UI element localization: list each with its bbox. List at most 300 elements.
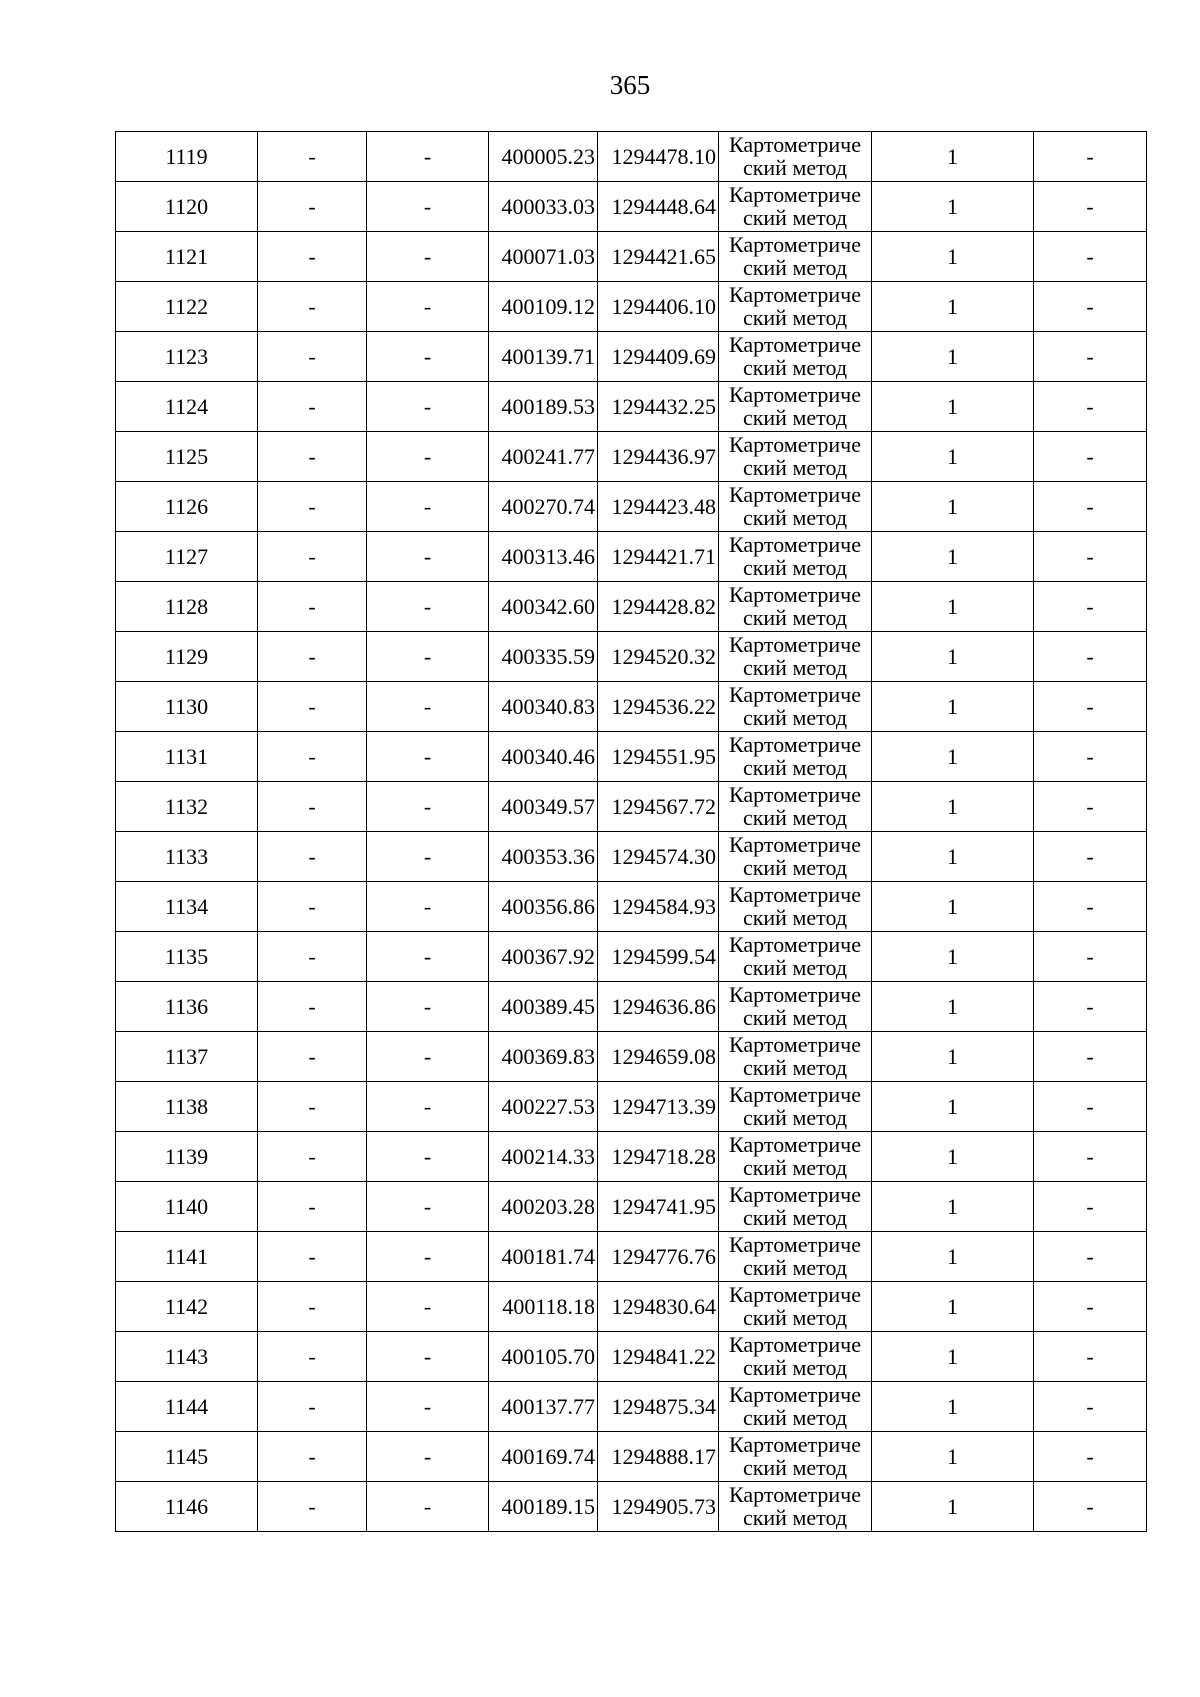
point-number-cell: 1142 <box>116 1282 258 1332</box>
empty-dash-cell: - <box>258 132 367 182</box>
empty-dash-cell: - <box>258 1432 367 1482</box>
table-row <box>116 1382 1147 1432</box>
y-coordinate-cell: 1294574.30 <box>598 832 719 882</box>
note-cell: - <box>1034 382 1147 432</box>
point-number-cell: 1124 <box>116 382 258 432</box>
method-cell <box>719 482 872 532</box>
x-coordinate-cell: 400340.46 <box>489 732 598 782</box>
x-coordinate-cell: 400241.77 <box>489 432 598 482</box>
method-line-1: Картометриче <box>729 382 861 407</box>
method-line-1: Картометриче <box>729 1382 861 1407</box>
empty-dash-cell: - <box>258 582 367 632</box>
point-number-cell: 1128 <box>116 582 258 632</box>
point-number-cell: 1133 <box>116 832 258 882</box>
accuracy-cell: 1 <box>872 332 1034 382</box>
empty-dash-cell: - <box>367 1382 489 1432</box>
empty-dash-cell: - <box>367 1232 489 1282</box>
method-line-1: Картометриче <box>729 882 861 907</box>
coordinates-table <box>115 131 1147 1532</box>
empty-dash-cell: - <box>367 1432 489 1482</box>
table-row <box>116 1182 1147 1232</box>
note-cell: - <box>1034 482 1147 532</box>
method-line-2: ский метод <box>742 1105 848 1130</box>
point-number-cell: 1146 <box>116 1482 258 1532</box>
accuracy-cell: 1 <box>872 1132 1034 1182</box>
note-cell: - <box>1034 832 1147 882</box>
note-cell: - <box>1034 1232 1147 1282</box>
empty-dash-cell: - <box>258 1332 367 1382</box>
table-row <box>116 532 1147 582</box>
method-line-2: ский метод <box>742 1055 848 1080</box>
method-line-1: Картометриче <box>729 982 861 1007</box>
empty-dash-cell: - <box>367 182 489 232</box>
table-row <box>116 782 1147 832</box>
table-row <box>116 732 1147 782</box>
accuracy-cell: 1 <box>872 1032 1034 1082</box>
empty-dash-cell: - <box>367 1282 489 1332</box>
empty-dash-cell: - <box>258 632 367 682</box>
table-row <box>116 432 1147 482</box>
empty-dash-cell: - <box>258 1082 367 1132</box>
x-coordinate-cell: 400349.57 <box>489 782 598 832</box>
accuracy-cell: 1 <box>872 1082 1034 1132</box>
y-coordinate-cell: 1294423.48 <box>598 482 719 532</box>
y-coordinate-cell: 1294428.82 <box>598 582 719 632</box>
table-body <box>116 132 1147 1532</box>
method-line-2: ский метод <box>742 1155 848 1180</box>
empty-dash-cell: - <box>258 282 367 332</box>
table-row <box>116 1482 1147 1532</box>
note-cell: - <box>1034 982 1147 1032</box>
empty-dash-cell: - <box>258 1382 367 1432</box>
empty-dash-cell: - <box>367 982 489 1032</box>
method-line-1: Картометриче <box>729 282 861 307</box>
point-number-cell: 1122 <box>116 282 258 332</box>
note-cell: - <box>1034 1382 1147 1432</box>
accuracy-cell: 1 <box>872 1432 1034 1482</box>
empty-dash-cell: - <box>258 882 367 932</box>
method-cell <box>719 1432 872 1482</box>
method-cell <box>719 1032 872 1082</box>
x-coordinate-cell: 400353.36 <box>489 832 598 882</box>
table-row <box>116 582 1147 632</box>
method-line-1: Картометриче <box>729 732 861 757</box>
method-line-2: ский метод <box>742 1505 848 1530</box>
empty-dash-cell: - <box>258 932 367 982</box>
note-cell: - <box>1034 582 1147 632</box>
method-line-2: ский метод <box>742 605 848 630</box>
y-coordinate-cell: 1294432.25 <box>598 382 719 432</box>
y-coordinate-cell: 1294888.17 <box>598 1432 719 1482</box>
y-coordinate-cell: 1294905.73 <box>598 1482 719 1532</box>
method-line-1: Картометриче <box>729 1082 861 1107</box>
y-coordinate-cell: 1294436.97 <box>598 432 719 482</box>
accuracy-cell: 1 <box>872 1282 1034 1332</box>
y-coordinate-cell: 1294830.64 <box>598 1282 719 1332</box>
table-row <box>116 882 1147 932</box>
accuracy-cell: 1 <box>872 582 1034 632</box>
method-cell <box>719 1082 872 1132</box>
x-coordinate-cell: 400109.12 <box>489 282 598 332</box>
accuracy-cell: 1 <box>872 532 1034 582</box>
empty-dash-cell: - <box>367 632 489 682</box>
empty-dash-cell: - <box>258 332 367 382</box>
point-number-cell: 1130 <box>116 682 258 732</box>
table-row <box>116 1082 1147 1132</box>
method-line-1: Картометриче <box>729 832 861 857</box>
table-row <box>116 482 1147 532</box>
method-cell <box>719 532 872 582</box>
table-row <box>116 1032 1147 1082</box>
table-row <box>116 832 1147 882</box>
method-line-2: ский метод <box>742 1355 848 1380</box>
method-line-2: ский метод <box>742 305 848 330</box>
note-cell: - <box>1034 682 1147 732</box>
point-number-cell: 1144 <box>116 1382 258 1432</box>
empty-dash-cell: - <box>367 732 489 782</box>
point-number-cell: 1145 <box>116 1432 258 1482</box>
x-coordinate-cell: 400169.74 <box>489 1432 598 1482</box>
method-cell <box>719 1232 872 1282</box>
method-line-2: ский метод <box>742 405 848 430</box>
method-cell <box>719 132 872 182</box>
x-coordinate-cell: 400342.60 <box>489 582 598 632</box>
x-coordinate-cell: 400181.74 <box>489 1232 598 1282</box>
empty-dash-cell: - <box>258 1282 367 1332</box>
x-coordinate-cell: 400389.45 <box>489 982 598 1032</box>
point-number-cell: 1123 <box>116 332 258 382</box>
note-cell: - <box>1034 532 1147 582</box>
method-line-2: ский метод <box>742 1205 848 1230</box>
note-cell: - <box>1034 1182 1147 1232</box>
y-coordinate-cell: 1294406.10 <box>598 282 719 332</box>
accuracy-cell: 1 <box>872 1332 1034 1382</box>
empty-dash-cell: - <box>367 1082 489 1132</box>
method-line-1: Картометриче <box>729 582 861 607</box>
method-cell <box>719 632 872 682</box>
y-coordinate-cell: 1294636.86 <box>598 982 719 1032</box>
method-line-2: ский метод <box>742 555 848 580</box>
method-line-1: Картометриче <box>729 182 861 207</box>
y-coordinate-cell: 1294741.95 <box>598 1182 719 1232</box>
point-number-cell: 1132 <box>116 782 258 832</box>
table-row <box>116 382 1147 432</box>
accuracy-cell: 1 <box>872 782 1034 832</box>
empty-dash-cell: - <box>258 1182 367 1232</box>
method-line-1: Картометриче <box>729 532 861 557</box>
table-row <box>116 1332 1147 1382</box>
method-line-2: ский метод <box>742 255 848 280</box>
table-row <box>116 1432 1147 1482</box>
method-cell <box>719 932 872 982</box>
method-line-1: Картометриче <box>729 1432 861 1457</box>
x-coordinate-cell: 400335.59 <box>489 632 598 682</box>
empty-dash-cell: - <box>258 382 367 432</box>
empty-dash-cell: - <box>367 882 489 932</box>
table-row <box>116 982 1147 1032</box>
note-cell: - <box>1034 732 1147 782</box>
empty-dash-cell: - <box>367 582 489 632</box>
note-cell: - <box>1034 1032 1147 1082</box>
y-coordinate-cell: 1294841.22 <box>598 1332 719 1382</box>
method-cell <box>719 1132 872 1182</box>
accuracy-cell: 1 <box>872 882 1034 932</box>
accuracy-cell: 1 <box>872 132 1034 182</box>
empty-dash-cell: - <box>258 832 367 882</box>
point-number-cell: 1137 <box>116 1032 258 1082</box>
page-number: 365 <box>609 70 651 100</box>
method-line-1: Картометриче <box>729 1282 861 1307</box>
note-cell: - <box>1034 182 1147 232</box>
y-coordinate-cell: 1294776.76 <box>598 1232 719 1282</box>
point-number-cell: 1129 <box>116 632 258 682</box>
empty-dash-cell: - <box>258 432 367 482</box>
point-number-cell: 1119 <box>116 132 258 182</box>
empty-dash-cell: - <box>367 1332 489 1382</box>
point-number-cell: 1121 <box>116 232 258 282</box>
accuracy-cell: 1 <box>872 232 1034 282</box>
point-number-cell: 1134 <box>116 882 258 932</box>
table-row <box>116 232 1147 282</box>
y-coordinate-cell: 1294536.22 <box>598 682 719 732</box>
x-coordinate-cell: 400137.77 <box>489 1382 598 1432</box>
method-line-2: ский метод <box>742 1255 848 1280</box>
method-cell <box>719 732 872 782</box>
point-number-cell: 1135 <box>116 932 258 982</box>
note-cell: - <box>1034 932 1147 982</box>
method-line-2: ский метод <box>742 805 848 830</box>
y-coordinate-cell: 1294551.95 <box>598 732 719 782</box>
table-row <box>116 282 1147 332</box>
table-row <box>116 182 1147 232</box>
point-number-cell: 1120 <box>116 182 258 232</box>
point-number-cell: 1127 <box>116 532 258 582</box>
x-coordinate-cell: 400369.83 <box>489 1032 598 1082</box>
y-coordinate-cell: 1294478.10 <box>598 132 719 182</box>
accuracy-cell: 1 <box>872 1382 1034 1432</box>
accuracy-cell: 1 <box>872 282 1034 332</box>
empty-dash-cell: - <box>258 982 367 1032</box>
note-cell: - <box>1034 1332 1147 1382</box>
y-coordinate-cell: 1294567.72 <box>598 782 719 832</box>
empty-dash-cell: - <box>258 1232 367 1282</box>
empty-dash-cell: - <box>367 382 489 432</box>
point-number-cell: 1141 <box>116 1232 258 1282</box>
method-cell <box>719 232 872 282</box>
table-row <box>116 682 1147 732</box>
x-coordinate-cell: 400203.28 <box>489 1182 598 1232</box>
method-cell <box>719 982 872 1032</box>
method-line-2: ский метод <box>742 505 848 530</box>
table-row <box>116 1282 1147 1332</box>
empty-dash-cell: - <box>367 1182 489 1232</box>
note-cell: - <box>1034 782 1147 832</box>
accuracy-cell: 1 <box>872 482 1034 532</box>
empty-dash-cell: - <box>258 1132 367 1182</box>
note-cell: - <box>1034 1282 1147 1332</box>
y-coordinate-cell: 1294659.08 <box>598 1032 719 1082</box>
note-cell: - <box>1034 632 1147 682</box>
note-cell: - <box>1034 332 1147 382</box>
x-coordinate-cell: 400367.92 <box>489 932 598 982</box>
y-coordinate-cell: 1294448.64 <box>598 182 719 232</box>
method-line-2: ский метод <box>742 1305 848 1330</box>
method-cell <box>719 182 872 232</box>
empty-dash-cell: - <box>367 232 489 282</box>
x-coordinate-cell: 400118.18 <box>489 1282 598 1332</box>
note-cell: - <box>1034 1432 1147 1482</box>
empty-dash-cell: - <box>367 1482 489 1532</box>
method-line-1: Картометриче <box>729 232 861 257</box>
table-row <box>116 932 1147 982</box>
y-coordinate-cell: 1294520.32 <box>598 632 719 682</box>
note-cell: - <box>1034 1132 1147 1182</box>
empty-dash-cell: - <box>258 782 367 832</box>
x-coordinate-cell: 400214.33 <box>489 1132 598 1182</box>
x-coordinate-cell: 400227.53 <box>489 1082 598 1132</box>
method-cell <box>719 382 872 432</box>
method-line-1: Картометриче <box>729 1232 861 1257</box>
y-coordinate-cell: 1294409.69 <box>598 332 719 382</box>
table-row <box>116 332 1147 382</box>
accuracy-cell: 1 <box>872 932 1034 982</box>
method-cell <box>719 782 872 832</box>
empty-dash-cell: - <box>258 232 367 282</box>
accuracy-cell: 1 <box>872 382 1034 432</box>
table-row <box>116 1232 1147 1282</box>
method-cell <box>719 282 872 332</box>
x-coordinate-cell: 400139.71 <box>489 332 598 382</box>
method-line-1: Картометриче <box>729 132 861 157</box>
x-coordinate-cell: 400071.03 <box>489 232 598 282</box>
y-coordinate-cell: 1294584.93 <box>598 882 719 932</box>
empty-dash-cell: - <box>258 532 367 582</box>
y-coordinate-cell: 1294713.39 <box>598 1082 719 1132</box>
accuracy-cell: 1 <box>872 982 1034 1032</box>
method-line-2: ский метод <box>742 1005 848 1030</box>
x-coordinate-cell: 400270.74 <box>489 482 598 532</box>
x-coordinate-cell: 400033.03 <box>489 182 598 232</box>
method-cell <box>719 582 872 632</box>
point-number-cell: 1126 <box>116 482 258 532</box>
x-coordinate-cell: 400340.83 <box>489 682 598 732</box>
method-line-1: Картометриче <box>729 782 861 807</box>
note-cell: - <box>1034 432 1147 482</box>
method-line-2: ский метод <box>742 855 848 880</box>
table-row <box>116 1132 1147 1182</box>
method-line-2: ский метод <box>742 1455 848 1480</box>
method-cell <box>719 882 872 932</box>
empty-dash-cell: - <box>367 532 489 582</box>
empty-dash-cell: - <box>258 732 367 782</box>
accuracy-cell: 1 <box>872 632 1034 682</box>
point-number-cell: 1131 <box>116 732 258 782</box>
empty-dash-cell: - <box>367 1132 489 1182</box>
method-line-2: ский метод <box>742 1405 848 1430</box>
x-coordinate-cell: 400105.70 <box>489 1332 598 1382</box>
point-number-cell: 1138 <box>116 1082 258 1132</box>
accuracy-cell: 1 <box>872 432 1034 482</box>
method-cell <box>719 1332 872 1382</box>
x-coordinate-cell: 400356.86 <box>489 882 598 932</box>
y-coordinate-cell: 1294421.71 <box>598 532 719 582</box>
y-coordinate-cell: 1294421.65 <box>598 232 719 282</box>
empty-dash-cell: - <box>258 1482 367 1532</box>
empty-dash-cell: - <box>258 1032 367 1082</box>
empty-dash-cell: - <box>367 432 489 482</box>
empty-dash-cell: - <box>367 482 489 532</box>
point-number-cell: 1143 <box>116 1332 258 1382</box>
empty-dash-cell: - <box>258 182 367 232</box>
method-line-1: Картометриче <box>729 932 861 957</box>
empty-dash-cell: - <box>367 682 489 732</box>
method-line-1: Картометриче <box>729 682 861 707</box>
accuracy-cell: 1 <box>872 832 1034 882</box>
method-line-1: Картометриче <box>729 1182 861 1207</box>
y-coordinate-cell: 1294718.28 <box>598 1132 719 1182</box>
method-cell <box>719 332 872 382</box>
accuracy-cell: 1 <box>872 1182 1034 1232</box>
empty-dash-cell: - <box>367 1032 489 1082</box>
method-cell <box>719 832 872 882</box>
accuracy-cell: 1 <box>872 732 1034 782</box>
x-coordinate-cell: 400005.23 <box>489 132 598 182</box>
method-line-1: Картометриче <box>729 332 861 357</box>
method-cell <box>719 682 872 732</box>
method-line-1: Картометриче <box>729 432 861 457</box>
empty-dash-cell: - <box>258 682 367 732</box>
table-row <box>116 132 1147 182</box>
empty-dash-cell: - <box>367 932 489 982</box>
method-line-1: Картометриче <box>729 482 861 507</box>
y-coordinate-cell: 1294875.34 <box>598 1382 719 1432</box>
accuracy-cell: 1 <box>872 1232 1034 1282</box>
point-number-cell: 1136 <box>116 982 258 1032</box>
y-coordinate-cell: 1294599.54 <box>598 932 719 982</box>
method-line-2: ский метод <box>742 655 848 680</box>
method-cell <box>719 1182 872 1232</box>
method-line-2: ский метод <box>742 455 848 480</box>
x-coordinate-cell: 400189.53 <box>489 382 598 432</box>
empty-dash-cell: - <box>367 132 489 182</box>
method-line-1: Картометриче <box>729 1132 861 1157</box>
note-cell: - <box>1034 232 1147 282</box>
empty-dash-cell: - <box>367 832 489 882</box>
note-cell: - <box>1034 282 1147 332</box>
point-number-cell: 1140 <box>116 1182 258 1232</box>
method-line-2: ский метод <box>742 155 848 180</box>
method-cell <box>719 1482 872 1532</box>
method-cell <box>719 432 872 482</box>
note-cell: - <box>1034 1482 1147 1532</box>
accuracy-cell: 1 <box>872 182 1034 232</box>
x-coordinate-cell: 400313.46 <box>489 532 598 582</box>
empty-dash-cell: - <box>367 782 489 832</box>
note-cell: - <box>1034 882 1147 932</box>
table-row <box>116 632 1147 682</box>
empty-dash-cell: - <box>367 332 489 382</box>
x-coordinate-cell: 400189.15 <box>489 1482 598 1532</box>
note-cell: - <box>1034 1082 1147 1132</box>
empty-dash-cell: - <box>367 282 489 332</box>
method-line-1: Картометриче <box>729 632 861 657</box>
method-line-2: ский метод <box>742 355 848 380</box>
point-number-cell: 1139 <box>116 1132 258 1182</box>
method-line-2: ский метод <box>742 755 848 780</box>
accuracy-cell: 1 <box>872 1482 1034 1532</box>
note-cell: - <box>1034 132 1147 182</box>
method-line-2: ский метод <box>742 905 848 930</box>
